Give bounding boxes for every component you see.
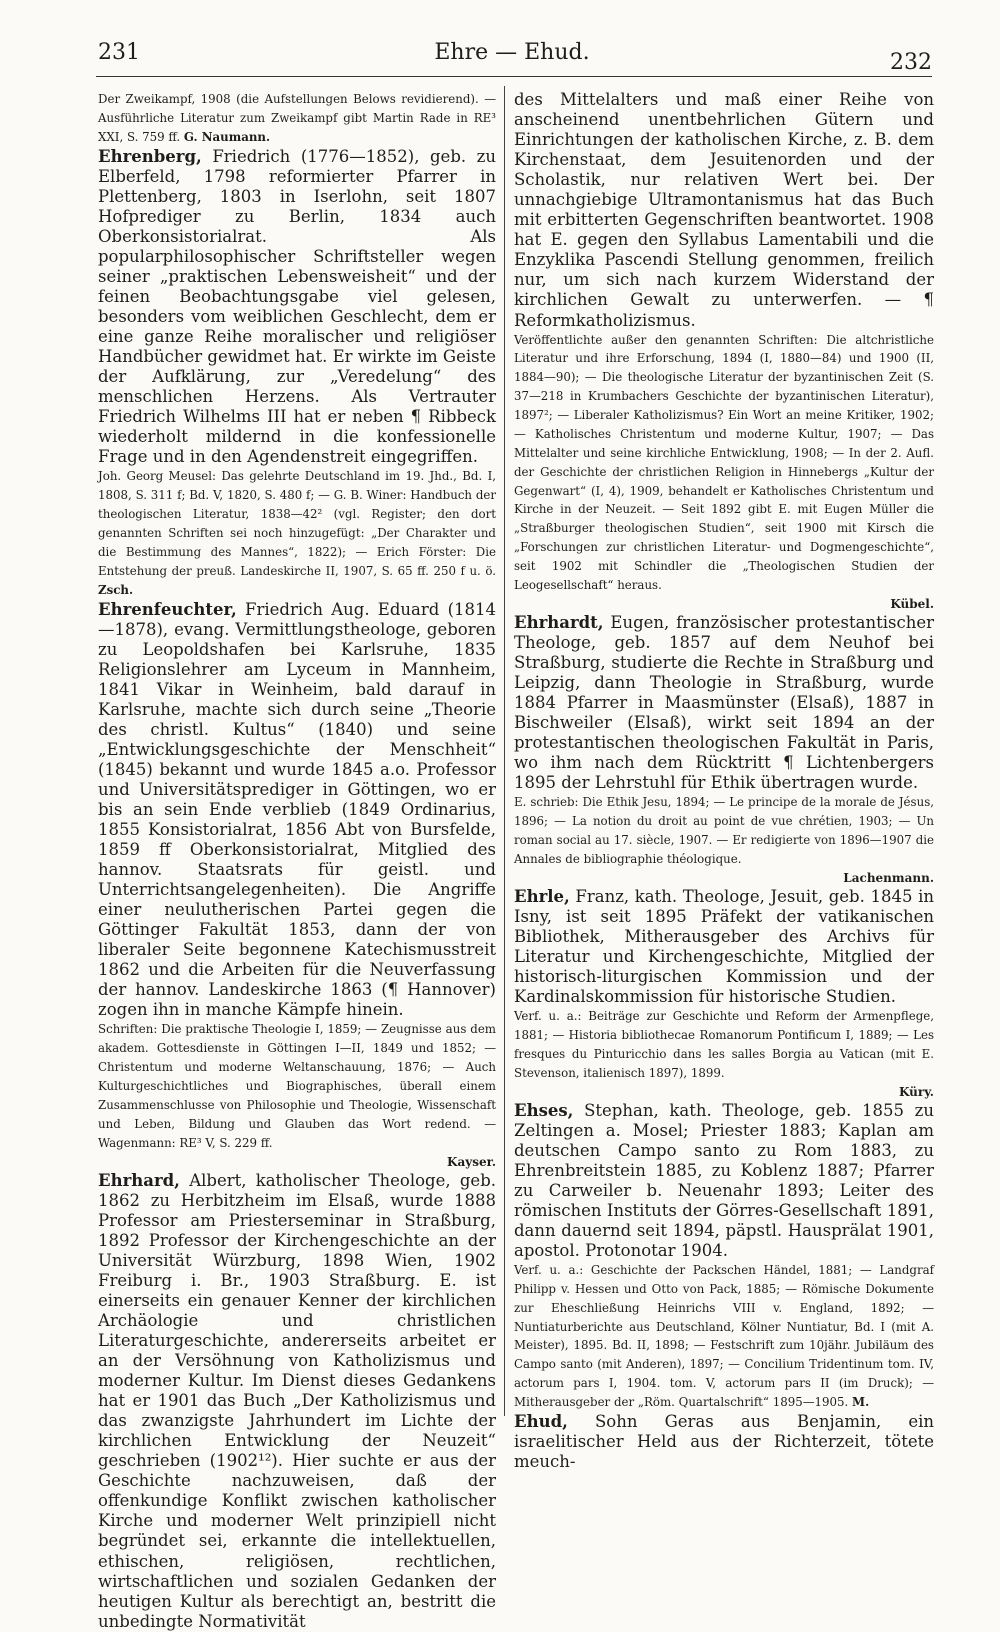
entry-literature: [514, 1261, 934, 1412]
entry-ehrenfeuchter: [98, 600, 496, 1021]
page-number-right: 232: [890, 50, 932, 75]
entry-literature: [98, 467, 496, 599]
literature-text: Verf. u. a.: Geschichte der Packschen Händel, 1881; — Landgraf Philipp v. Hessen und Otto von Pack, 1885; — Römische Dokumente zur Eheschließung Heinrichs VIII v. England, 1892; — Nuntiaturberichte aus Deutschland, Kölner Nuntiatur, Bd. I (mit A. Meister), 1895. Bd. II, 1898; — Festschrift zum 10jähr. Jubiläum des Campo santo (mit Anderen), 1897; — Concilium Tridentinum tom. IV, actorum pars I, 1904. tom. V, actorum pars II (im Druck); — Mitherausgeber der „Röm. Quartalschrift“ 1895—1905.: [514, 1262, 934, 1410]
column-divider: [504, 86, 505, 1416]
header-rule: [96, 76, 932, 77]
entry-literature: [514, 793, 934, 869]
entry-headword: Ehrhard,: [98, 1170, 180, 1190]
author-signature: Kayser.: [447, 1154, 496, 1169]
left-column: [98, 90, 496, 1632]
header-title: Ehre — Ehud.: [434, 40, 590, 65]
author-signature: Kübel.: [890, 596, 934, 611]
author-signature: Lachenmann.: [843, 870, 934, 885]
entry-body: Albert, katholischer Theologe, geb. 1862 zu Herbitzheim im Elsaß, wurde 1888 Professor am Priesterseminar in Straßburg, 1892 Professor der Kirchengeschichte an der Universität Würzburg, 1898 Wien, 1902 Freiburg i. Br., 1903 Straßburg. E. ist einerseits ein genauer Kenner der kirchlichen Archäologie und christlichen Literaturgeschichte, andererseits arbeitet er an der Versöhnung von Katholizismus und moderner Kultur. Im Dienst dieses Gedankens hat er 1901 das Buch „Der Katholizismus und das zwanzigste Jahrhundert im Lichte der kirchlichen Entwicklung der Neuzeit“ geschrieben (1902¹²). Hier suchte er aus der Geschichte nachzuweisen, daß der offenkundige Konflikt zwischen katholischer Kirche und moderner Welt prinzipiell nicht begründet sei, erkannte die intellektuellen, ethischen, religiösen, rechtlichen, wirtschaftlichen und sozialen Gedanken der heutigen Kultur als berechtigt an, bestritt die unbedingte Normativität: [98, 1170, 496, 1631]
entry-headword: Ehrenberg,: [98, 146, 202, 166]
entry-body: des Mittelalters und maß einer Reihe von anscheinend unentbehrlichen Gütern und Einrichtungen der katholischen Kirche, z. B. dem Kirchenstaat, dem Jesuitenorden und der Scholastik, nur relativen Wert bei. Der unnachgiebige Ultramontanismus hat das Buch mit erbitterten Gegenschriften beantwortet. 1908 hat E. gegen den Syllabus Lamentabili und die Enzyklika Pascendi Stellung genommen, freilich nur, um sich nach kurzem Widerstand der kirchlichen Gewalt zu unterwerfen. — ¶ Reformkatholizismus.: [514, 90, 934, 330]
page-number-left: 231: [98, 40, 140, 65]
entry-ehrhardt: [514, 613, 934, 793]
author-signature: Küry.: [899, 1084, 934, 1099]
entry-continuation-literature: [98, 90, 496, 147]
right-column: [514, 90, 934, 1472]
literature-text: Verf. u. a.: Beiträge zur Geschichte und Reform der Armenpflege, 1881; — Historia bibliothecae Romanorum Pontificum I, 1889; — Les fresques du Pinturicchio dans les salles Borgia au Vatican (mit E. Stevenson, italienisch 1897), 1899.: [514, 1009, 934, 1080]
entry-ehrhard: [98, 1171, 496, 1632]
entry-body: Stephan, kath. Theologe, geb. 1855 zu Zeltingen a. Mosel; Priester 1883; Kaplan am deutschen Campo santo zu Rom 1883, zu Ehrenbreitstein 1885, zu Koblenz 1887; Pfarrer zu Carweiler b. Neuenahr 1893; Leiter des römischen Instituts der Görres-Gesellschaft 1891, dann dauernd seit 1894, päpstl. Hausprälat 1901, apostol. Protonotar 1904.: [514, 1100, 934, 1260]
entry-literature: [98, 1020, 496, 1152]
entry-body: Sohn Geras aus Benjamin, ein israelitischer Held aus der Richterzeit, tötete meuch-: [514, 1411, 934, 1471]
literature-text: Joh. Georg Meusel: Das gelehrte Deutschland im 19. Jhd., Bd. I, 1808, S. 311 f; Bd. V, 1820, S. 480 f; — G. B. Winer: Handbuch der theologischen Literatur, 1838—42² (vgl. Register; den dort genannten Schriften sei noch hinzugefügt: „Der Charakter und die Bestimmung des Mannes“, 1822); — Erich Förster: Die Entstehung der preuß. Landeskirche II, 1907, S. 65 ff. 250 f u. ö.: [98, 469, 496, 578]
entry-headword: Ehses,: [514, 1100, 574, 1120]
entry-body: Eugen, französischer protestantischer Theologe, geb. 1857 auf dem Neuhof bei Straßburg, studierte die Rechte in Straßburg und Leipzig, dann Theologie in Straßburg, wurde 1884 Pfarrer in Maasmünster (Elsaß), 1887 in Bischweiler (Elsaß), wirkt seit 1894 an der protestantischen theologischen Fakultät in Paris, wo ihm nach dem Rücktritt ¶ Lichtenbergers 1895 der Lehrstuhl für Ethik übertragen wurde.: [514, 612, 934, 793]
running-header: [92, 40, 932, 74]
literature-text: Veröffentlichte außer den genannten Schriften: Die altchristliche Literatur und ihre Erforschung, 1894 (I, 1880—84) und 1900 (II, 1884—90); — Die theologische Literatur der byzantinischen Zeit (S. 37—218 in Krumbachers Geschichte der byzantinischen Literatur), 1897²; — Liberaler Katholizismus? Ein Wort an meine Kritiker, 1902; — Katholisches Christentum und moderne Kultur, 1907; — Das Mittelalter und seine kirchliche Entwicklung, 1908; — In der 2. Aufl. der Geschichte der christlichen Religion in Hinnebergs „Kultur der Gegenwart“ (I, 4), 1909, behandelt er Katholisches Christentum und Kirche in der Neuzeit. — Seit 1892 gibt E. mit Eugen Müller die „Straßburger theologischen Studien“, seit 1900 mit Kirsch die „Forschungen zur christlichen Literatur- und Dogmengeschichte“, seit 1902 mit Schindler die „Theologischen Studien der Leogesellschaft“ heraus.: [514, 332, 934, 592]
entry-ehrenberg: [98, 147, 496, 468]
literature-text: Schriften: Die praktische Theologie I, 1859; — Zeugnisse aus dem akadem. Gottesdienste in Göttingen I—II, 1849 und 1852; — Christentum und moderne Weltanschauung, 1876; — Auch Kulturgeschichtliches und Biographisches, überall einem Zusammenschlusse von Philosophie und Theologie, Wissenschaft und Leben, Bildung und Glauben das Wort redend. — Wagenmann: RE³ V, S. 229 ff.: [98, 1022, 496, 1150]
author-signature: M.: [852, 1395, 870, 1410]
entry-ehrhard-continued: [514, 90, 934, 331]
entry-headword: Ehrle,: [514, 886, 570, 906]
entry-headword: Ehrhardt,: [514, 612, 604, 632]
entry-headword: Ehrenfeuchter,: [98, 599, 237, 619]
entry-literature: [514, 1007, 934, 1083]
entry-ehses: [514, 1101, 934, 1261]
entry-ehrle: [514, 887, 934, 1007]
literature-text: Der Zweikampf, 1908 (die Aufstellungen Belows revidierend). — Ausführliche Literatur zum Zweikampf gibt Martin Rade in RE³ XXI, S. 759 ff.: [98, 92, 496, 144]
author-signature: Zsch.: [98, 582, 134, 597]
entry-ehud: [514, 1412, 934, 1472]
author-signature: G. Naumann.: [183, 129, 271, 144]
literature-text: E. schrieb: Die Ethik Jesu, 1894; — Le principe de la morale de Jésus, 1896; — La notion du droit au point de vue chrétien, 1903; — Un roman social au 17. siècle, 1907. — Er redigierte von 1896—1907 die Annales de bibliographie théologique.: [514, 795, 934, 866]
entry-body: Friedrich (1776—1852), geb. zu Elberfeld, 1798 reformierter Pfarrer in Plettenberg, 1803 in Iserlohn, seit 1807 Hofprediger zu Berlin, 1834 auch Oberkonsistorialrat. Als popularphilosophischer Schriftsteller wegen seiner „praktischen Lebensweisheit“ und der feinen Beobachtungsgabe viel gelesen, besonders vom weiblichen Geschlecht, dem er eine ganze Reihe moralischer und religiöser Handbücher gewidmet hat. Er wirkte im Geiste der Aufklärung, zur „Veredelung“ des menschlichen Herzens. Als Vertrauter Friedrich Wilhelms III hat er neben ¶ Ribbeck wiederholt mildernd in die konfessionelle Frage und in den Agendenstreit eingegriffen.: [98, 146, 496, 467]
entry-body: Friedrich Aug. Eduard (1814—1878), evang. Vermittlungstheologe, geboren zu Leopoldshafen bei Karlsruhe, 1835 Religionslehrer am Lyceum in Mannheim, 1841 Vikar in Weinheim, bald darauf in Karlsruhe, machte sich durch seine „Theorie des christl. Kultus“ (1840) und seine „Entwicklungsgeschichte der Menschheit“ (1845) bekannt und wurde 1845 a.o. Professor und Universitätsprediger in Göttingen, wo er bis an sein Ende verblieb (1849 Ordinarius, 1855 Konsistorialrat, 1856 Abt von Bursfelde, 1859 ff Oberkonsistorialrat, Mitglied des hannov. Staatsrats für geistl. und Unterrichtsangelegenheiten). Die Angriffe einer neulutherischen Partei gegen die Göttinger Fakultät 1853, dann der von liberaler Seite begonnene Katechismusstreit 1862 und die Arbeiten für die Neuverfassung der hannov. Landeskirche 1863 (¶ Hannover) zogen ihn in manche Kämpfe hinein.: [98, 599, 496, 1020]
entry-literature: [514, 331, 934, 595]
entry-headword: Ehud,: [514, 1411, 568, 1431]
entry-body: Franz, kath. Theologe, Jesuit, geb. 1845 in Isny, ist seit 1895 Präfekt der vatikanischen Bibliothek, Mitherausgeber des Archivs für Literatur und Kirchengeschichte, Mitglied der historisch-liturgischen Kommission und der Kardinalskommission für historische Studien.: [514, 886, 934, 1006]
